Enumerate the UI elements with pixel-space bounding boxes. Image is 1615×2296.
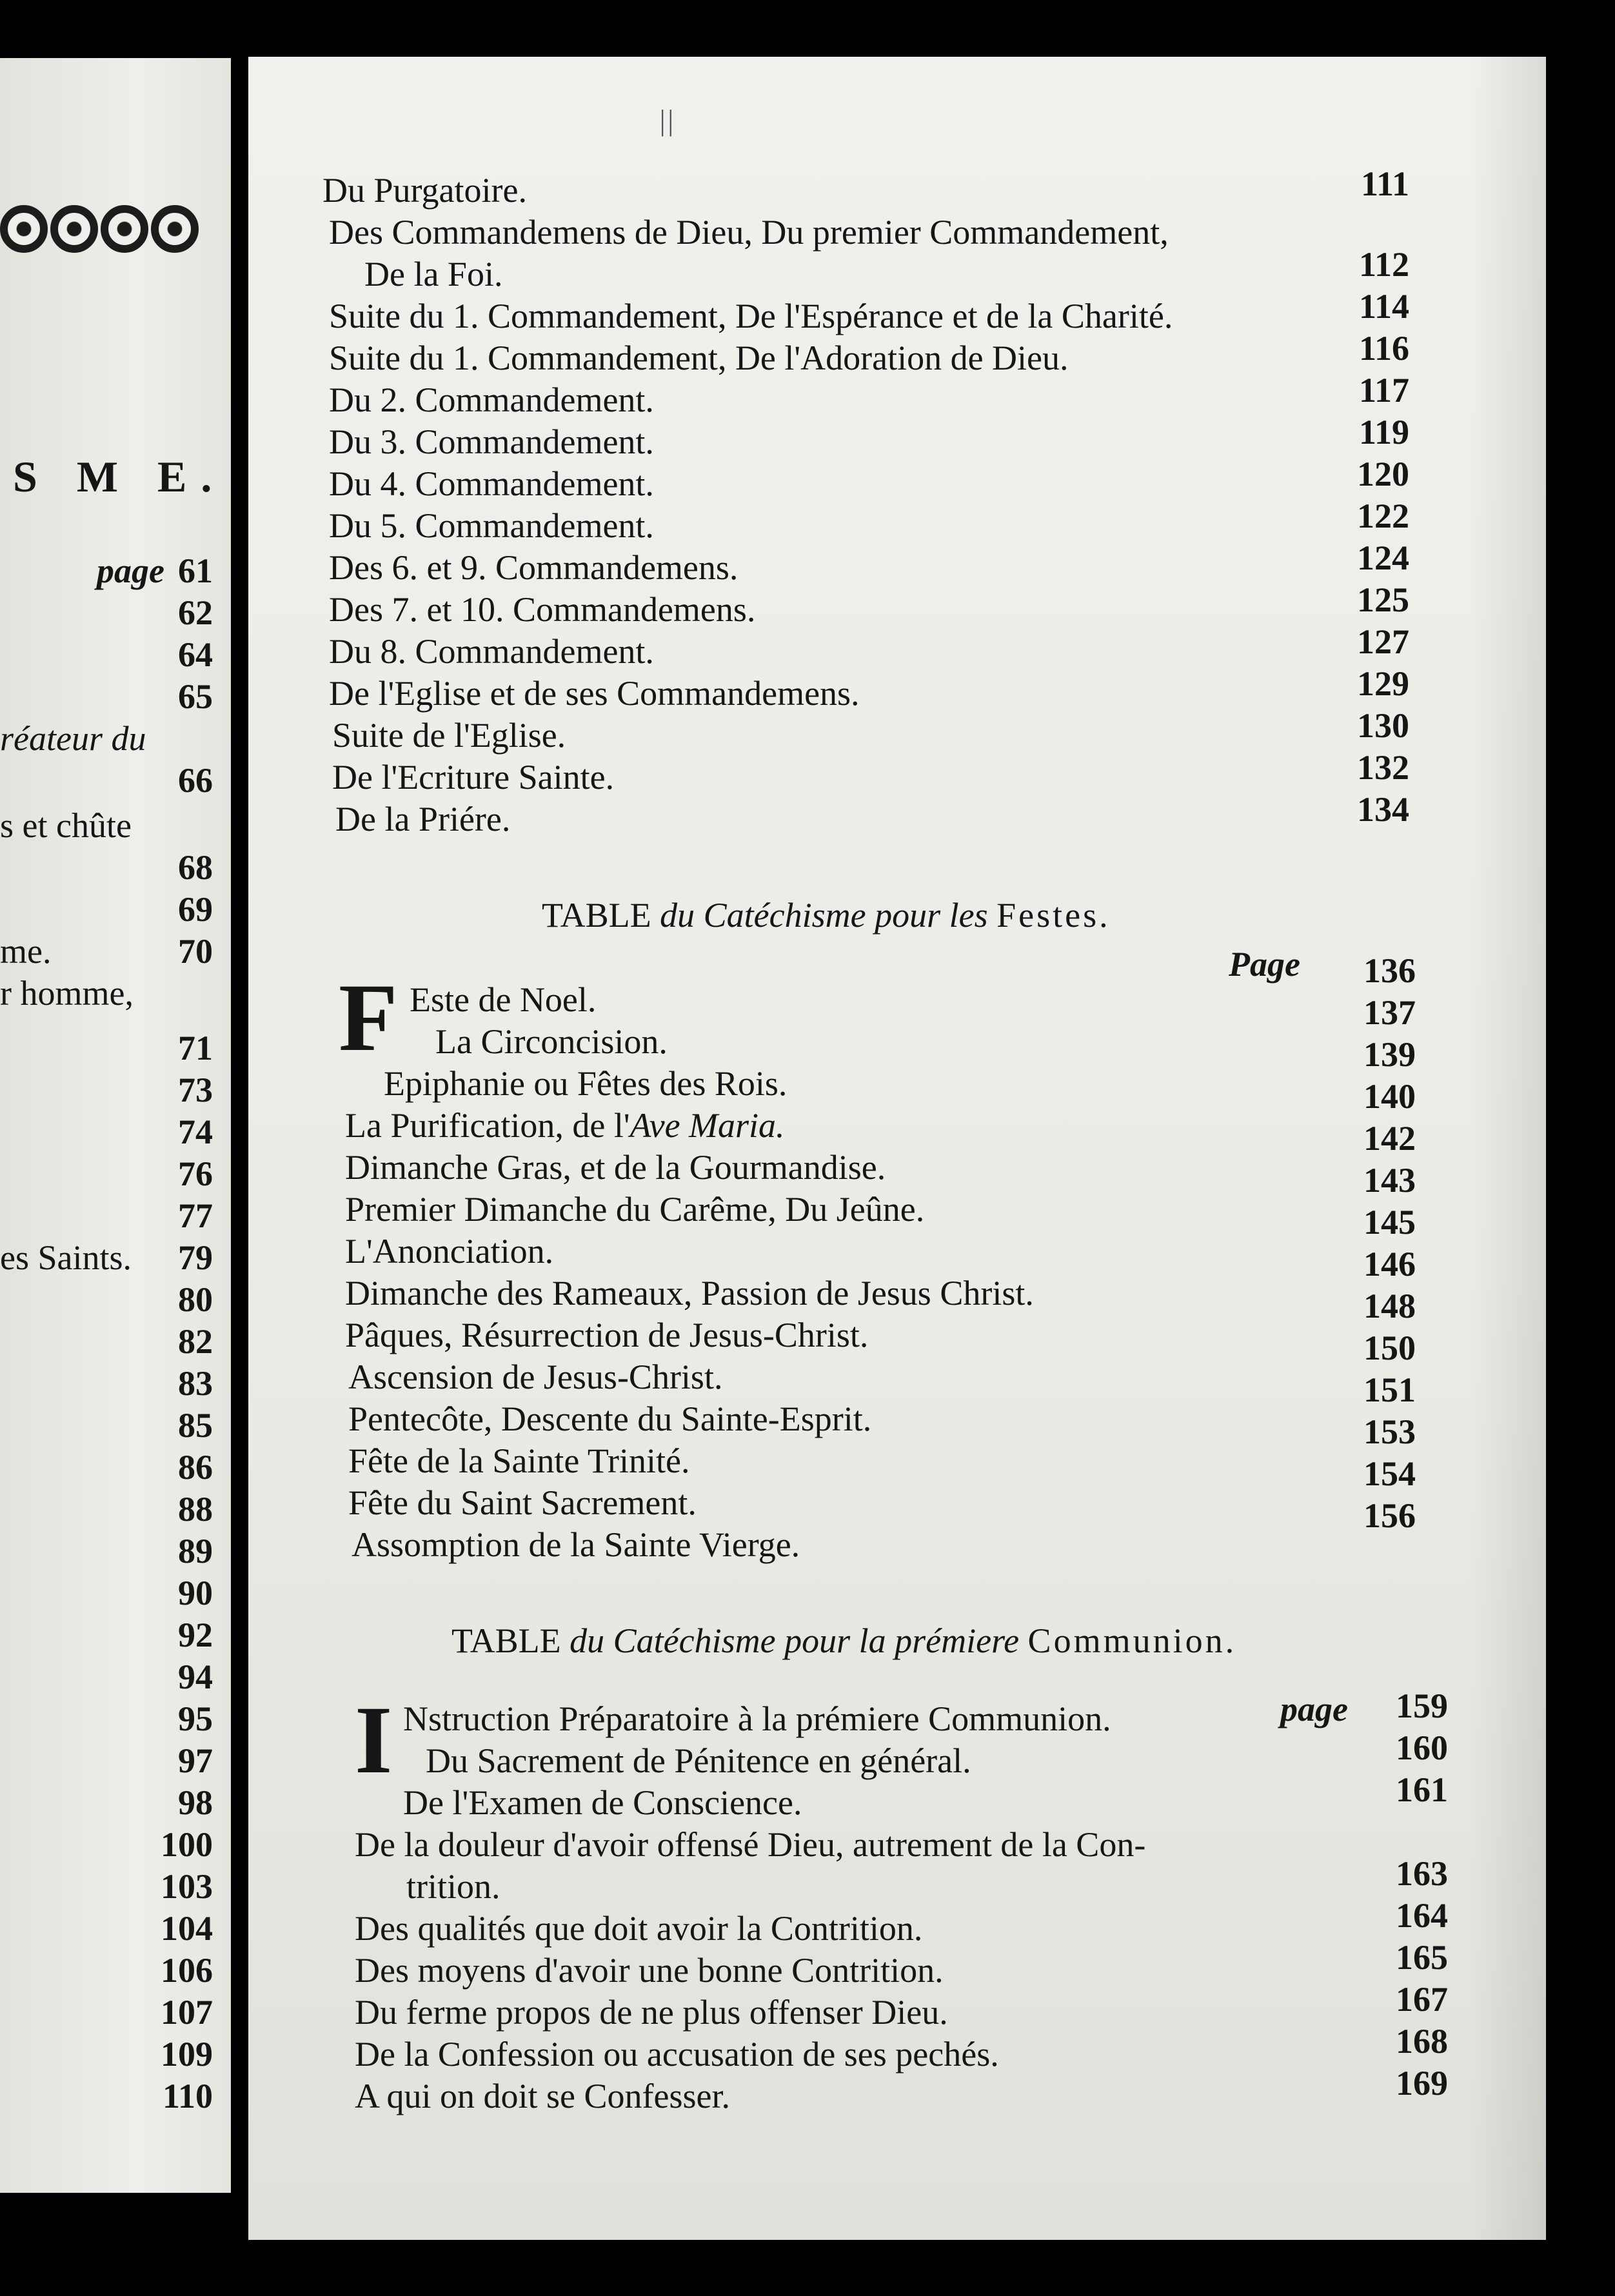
left-page-number: 97 bbox=[178, 1741, 213, 1780]
left-page-number: 77 bbox=[178, 1196, 213, 1235]
toc-entry: De la Priére. bbox=[335, 800, 511, 838]
toc-page-number: 150 bbox=[1363, 1329, 1416, 1367]
left-page-number: 80 bbox=[178, 1280, 213, 1319]
toc-page-number: 132 bbox=[1357, 748, 1409, 787]
ornament-icon bbox=[50, 205, 98, 253]
left-page-number: 88 bbox=[178, 1490, 213, 1529]
toc-entry: Du 4. Commandement. bbox=[329, 464, 654, 503]
left-page-number: 85 bbox=[178, 1406, 213, 1445]
toc-entry: Dimanche Gras, et de la Gourmandise. bbox=[345, 1148, 886, 1187]
toc-entry: Pentecôte, Descente du Sainte-Esprit. bbox=[348, 1400, 872, 1438]
toc-entry: Este de Noel. bbox=[410, 980, 597, 1019]
left-entry-text: es Saints. bbox=[0, 1238, 132, 1277]
toc-page-number: 169 bbox=[1396, 2064, 1448, 2103]
entry-text: La Purification, de l' bbox=[345, 1106, 630, 1145]
left-page-number: 64 bbox=[178, 635, 213, 674]
left-page-number: 62 bbox=[178, 593, 213, 632]
toc-page-number: 116 bbox=[1358, 329, 1409, 368]
toc-entry: Du 2. Commandement. bbox=[329, 381, 654, 419]
left-page-number: 94 bbox=[178, 1658, 213, 1696]
toc-page-number: 112 bbox=[1358, 245, 1409, 284]
toc-page-number: 134 bbox=[1357, 790, 1409, 829]
toc-entry: Suite du 1. Commandement, De l'Adoration de Dieu. bbox=[329, 339, 1069, 377]
left-page-number: 92 bbox=[178, 1616, 213, 1654]
left-page-number: 100 bbox=[161, 1825, 213, 1864]
section-heading-festes bbox=[542, 895, 1111, 935]
toc-entry: La Circoncision. bbox=[435, 1022, 668, 1061]
toc-page-number: 146 bbox=[1363, 1245, 1416, 1283]
left-page-number: 82 bbox=[178, 1322, 213, 1361]
toc-entry: De l'Eglise et de ses Commandemens. bbox=[329, 674, 860, 713]
toc-page-number: 122 bbox=[1357, 497, 1409, 535]
toc-page-number: 136 bbox=[1363, 951, 1416, 990]
toc-page-number: 163 bbox=[1396, 1854, 1448, 1893]
ornament-band bbox=[0, 177, 219, 281]
toc-page-number: 143 bbox=[1363, 1161, 1416, 1200]
toc-entry: Assomption de la Sainte Vierge. bbox=[352, 1525, 800, 1564]
toc-entry: Des Commandemens de Dieu, Du premier Commandement, bbox=[329, 213, 1169, 252]
library-mark: || bbox=[658, 104, 675, 137]
left-page-number: 103 bbox=[161, 1867, 213, 1906]
left-entry-text: réateur du bbox=[0, 719, 146, 758]
toc-entry: Du 5. Commandement. bbox=[329, 506, 654, 545]
dropcap: I bbox=[355, 1687, 393, 1794]
toc-entry: Du Sacrement de Pénitence en général. bbox=[426, 1741, 971, 1780]
toc-entry: Des 7. et 10. Commandemens. bbox=[329, 590, 756, 629]
left-page-number: 61 bbox=[178, 551, 213, 590]
toc-entry: De la Foi. bbox=[364, 255, 503, 293]
left-page-number: 86 bbox=[178, 1448, 213, 1487]
toc-page-number: 111 bbox=[1360, 164, 1409, 203]
left-page-number: 89 bbox=[178, 1532, 213, 1570]
toc-page-number: 114 bbox=[1358, 287, 1409, 326]
heading-italic: du Catéchisme pour les bbox=[660, 896, 988, 935]
left-page-number: 76 bbox=[178, 1154, 213, 1193]
toc-entry: L'Anonciation. bbox=[345, 1232, 554, 1271]
toc-entry: De l'Examen de Conscience. bbox=[403, 1783, 802, 1822]
left-page-number: 107 bbox=[161, 1993, 213, 2032]
toc-entry: Des qualités que doit avoir la Contrition. bbox=[355, 1909, 923, 1948]
page-label: page bbox=[97, 551, 164, 590]
toc-page-number: 148 bbox=[1363, 1287, 1416, 1325]
ornament-icon bbox=[101, 205, 148, 253]
toc-entry: Fête du Saint Sacrement. bbox=[348, 1483, 697, 1522]
toc-entry: Suite de l'Eglise. bbox=[332, 716, 566, 755]
toc-page-number: 124 bbox=[1357, 539, 1409, 577]
toc-page-number: 165 bbox=[1396, 1938, 1448, 1977]
toc-entry: Suite du 1. Commandement, De l'Espérance et de la Charité. bbox=[329, 297, 1173, 335]
left-page bbox=[0, 58, 231, 2193]
toc-page-number: 127 bbox=[1357, 622, 1409, 661]
toc-page-number: 154 bbox=[1363, 1454, 1416, 1493]
toc-entry: Des moyens d'avoir une bonne Contrition. bbox=[355, 1951, 944, 1990]
ornament-icon bbox=[0, 205, 48, 253]
heading-caps: Communion. bbox=[1027, 1621, 1237, 1660]
left-page-number: 73 bbox=[178, 1071, 213, 1109]
toc-page-number: 160 bbox=[1396, 1728, 1448, 1767]
toc-page-number: 142 bbox=[1363, 1119, 1416, 1158]
heading-lead: TABLE bbox=[542, 896, 651, 935]
toc-entry: Fête de la Sainte Trinité. bbox=[348, 1441, 690, 1480]
left-page-number: 65 bbox=[178, 677, 213, 716]
left-page-number: 79 bbox=[178, 1238, 213, 1277]
toc-page-number: 120 bbox=[1357, 455, 1409, 493]
dropcap: F bbox=[339, 964, 398, 1071]
section-heading-communion bbox=[451, 1621, 1236, 1661]
toc-entry bbox=[345, 1105, 785, 1146]
toc-entry: Nstruction Préparatoire à la prémiere Communion. bbox=[403, 1699, 1111, 1738]
left-entry-text: me. bbox=[0, 932, 52, 971]
entry-italic: Ave Maria. bbox=[629, 1106, 785, 1145]
toc-page-number: 125 bbox=[1357, 580, 1409, 619]
heading-italic: du Catéchisme pour la prémiere bbox=[570, 1621, 1020, 1660]
toc-page-number: 117 bbox=[1358, 371, 1409, 410]
toc-entry: Du Purgatoire. bbox=[322, 171, 527, 210]
toc-entry: Du 3. Commandement. bbox=[329, 422, 654, 461]
toc-page-number: 164 bbox=[1396, 1896, 1448, 1935]
toc-page-number: 145 bbox=[1363, 1203, 1416, 1242]
toc-page-number: 140 bbox=[1363, 1077, 1416, 1116]
toc-entry: trition. bbox=[406, 1867, 500, 1906]
left-page-number: 70 bbox=[178, 932, 213, 971]
toc-page-number: 137 bbox=[1363, 993, 1416, 1032]
left-page-number: 106 bbox=[161, 1951, 213, 1990]
left-page-number: 98 bbox=[178, 1783, 213, 1822]
left-page-number: 104 bbox=[161, 1909, 213, 1948]
left-page-number: 71 bbox=[178, 1029, 213, 1067]
toc-page-number: 161 bbox=[1396, 1770, 1448, 1809]
left-page-number: 109 bbox=[161, 2035, 213, 2073]
page-label: Page bbox=[1229, 945, 1300, 984]
toc-entry: A qui on doit se Confesser. bbox=[355, 2077, 730, 2115]
toc-page-number: 168 bbox=[1396, 2022, 1448, 2061]
toc-page-number: 151 bbox=[1363, 1371, 1416, 1409]
toc-entry: Premier Dimanche du Carême, Du Jeûne. bbox=[345, 1190, 925, 1229]
toc-page-number: 167 bbox=[1396, 1980, 1448, 2019]
toc-entry: De la douleur d'avoir offensé Dieu, autrement de la Con- bbox=[355, 1825, 1146, 1864]
left-entry-text: r homme, bbox=[0, 974, 134, 1013]
toc-page-number: 139 bbox=[1363, 1035, 1416, 1074]
left-page-number: 90 bbox=[178, 1574, 213, 1612]
toc-page-number: 153 bbox=[1363, 1412, 1416, 1451]
toc-entry: Dimanche des Rameaux, Passion de Jesus Christ. bbox=[345, 1274, 1034, 1312]
left-entry-text: s et chûte bbox=[0, 806, 132, 845]
toc-entry: Epiphanie ou Fêtes des Rois. bbox=[384, 1064, 788, 1103]
ornament-icon bbox=[151, 205, 199, 253]
toc-entry: De la Confession ou accusation de ses pechés. bbox=[355, 2035, 999, 2073]
left-title-fragment: S M E. bbox=[13, 452, 226, 501]
toc-entry: Du 8. Commandement. bbox=[329, 632, 654, 671]
toc-entry: De l'Ecriture Sainte. bbox=[332, 758, 615, 797]
heading-lead: TABLE bbox=[451, 1621, 561, 1660]
left-page-number: 83 bbox=[178, 1364, 213, 1403]
left-page-number: 69 bbox=[178, 890, 213, 929]
toc-page-number: 129 bbox=[1357, 664, 1409, 703]
left-page-number: 110 bbox=[162, 2077, 213, 2115]
left-page-number: 68 bbox=[178, 848, 213, 887]
toc-entry: Ascension de Jesus-Christ. bbox=[348, 1358, 723, 1396]
toc-entry: Des 6. et 9. Commandemens. bbox=[329, 548, 738, 587]
left-page-number: 74 bbox=[178, 1113, 213, 1151]
toc-entry: Pâques, Résurrection de Jesus-Christ. bbox=[345, 1316, 869, 1354]
left-page-number: 66 bbox=[178, 761, 213, 800]
toc-page-number: 159 bbox=[1396, 1687, 1448, 1725]
toc-page-number: 130 bbox=[1357, 706, 1409, 745]
toc-page-number: 119 bbox=[1358, 413, 1409, 451]
left-page-number: 95 bbox=[178, 1699, 213, 1738]
toc-entry: Du ferme propos de ne plus offenser Dieu. bbox=[355, 1993, 948, 2032]
page-label: page bbox=[1280, 1690, 1348, 1728]
heading-caps: Festes. bbox=[996, 896, 1111, 935]
toc-page-number: 156 bbox=[1363, 1496, 1416, 1535]
right-page bbox=[248, 57, 1546, 2240]
